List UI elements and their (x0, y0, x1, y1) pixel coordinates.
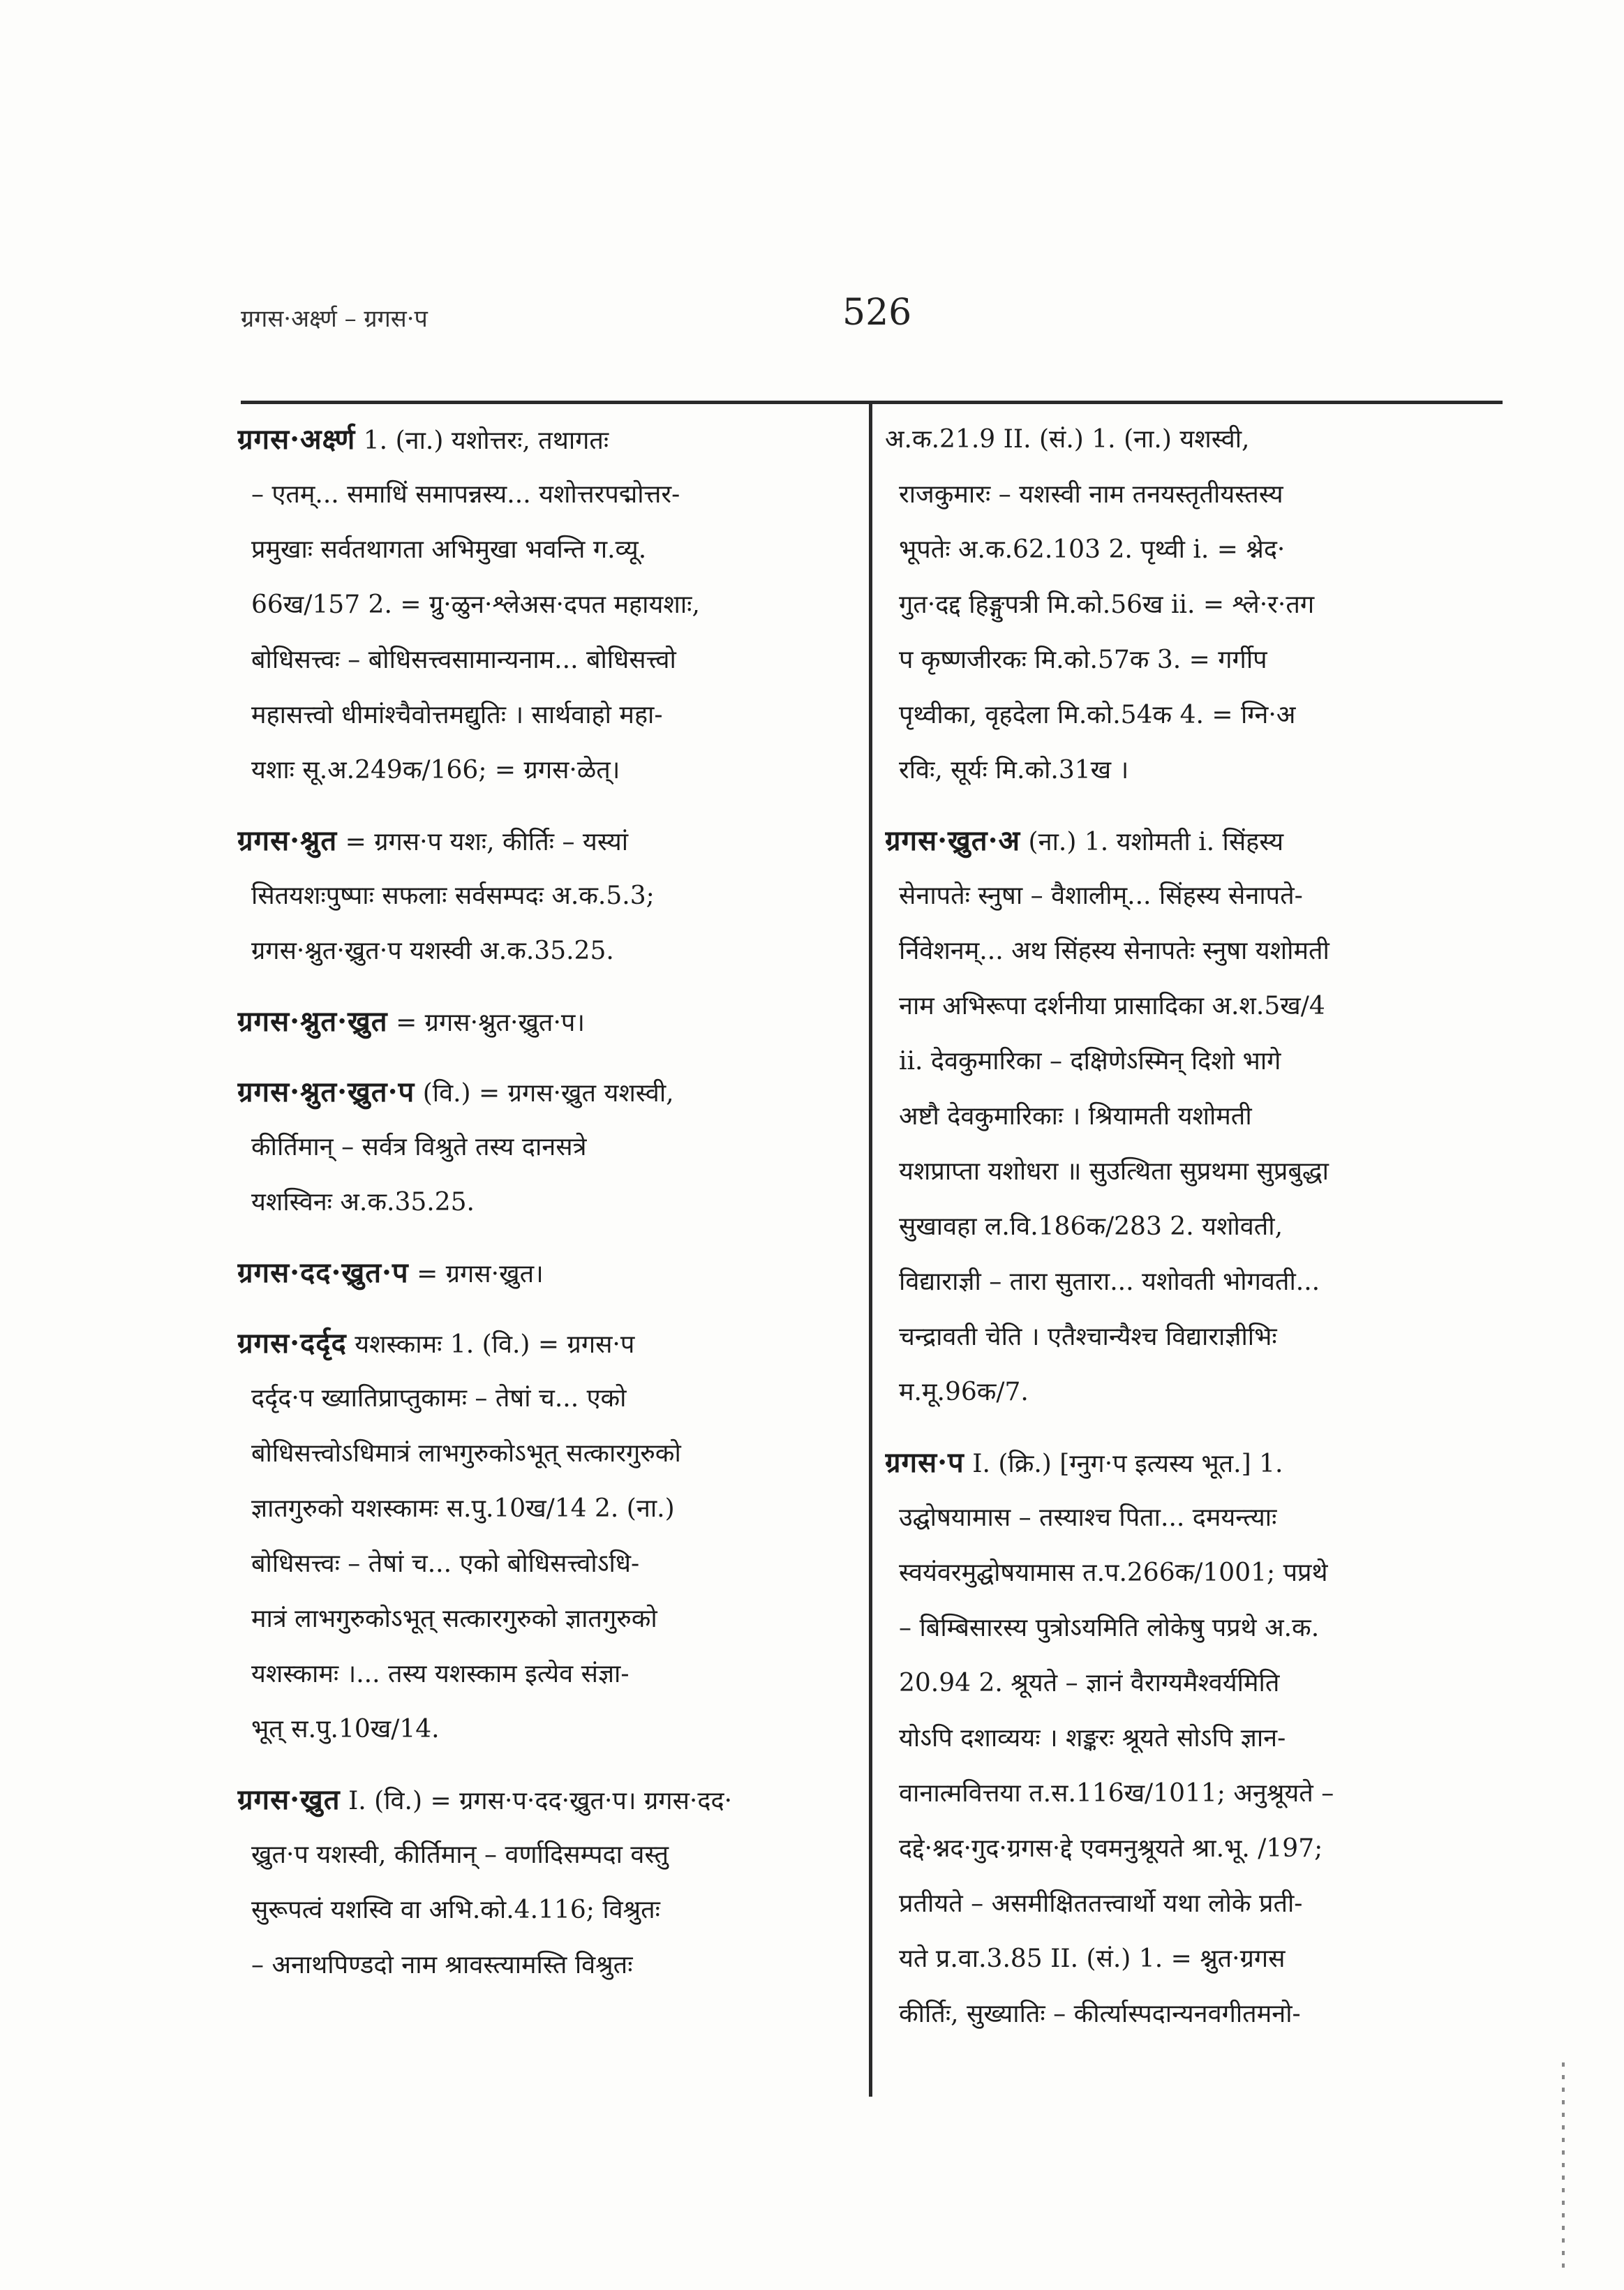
entry-text: ख्रुत·प यशस्वी, कीर्तिमान् – वर्णादिसम्पदा वस्तु (251, 1841, 669, 1869)
running-head-range: ग्रगस·अर्क्ष्ण – ग्रगस·प (241, 305, 428, 333)
entry-text: महासत्त्वो धीमांश्चैवोत्तमद्युतिः । सार्थवाहो महा- (251, 701, 663, 729)
entry-first-line (885, 412, 1492, 467)
entry-text: गुत·दद्द हिङ्गुपत्री मि.को.56ख ii. = श्ले·र·तग (899, 590, 1315, 619)
entry-text: I. (वि.) = ग्रगस·प·दद·ख्रुत·प। ग्रगस·दद· (348, 1787, 733, 1815)
entry-line (885, 1144, 1492, 1199)
entry-text: सितयशःपुष्पाः सफलाः सर्वसम्पदः अ.क.5.3; (251, 882, 655, 910)
entry-headword: ग्रगस·श्नुत (237, 824, 338, 857)
entry-line (885, 1600, 1492, 1656)
entry-line (237, 467, 839, 522)
entry-text: यशस्विनः अ.क.35.25. (251, 1188, 475, 1217)
entry-line (885, 1034, 1492, 1089)
entry-text: सुखावहा ल.वि.186क/283 2. यशोवती, (899, 1212, 1283, 1241)
entry-line (237, 1938, 839, 1993)
entry-first-line (237, 1316, 839, 1371)
entry-text: – बिम्बिसारस्य पुत्रोऽयमिति लोकेषु पप्रथे अ.क. (899, 1614, 1320, 1642)
entry-text: – एतम्... समाधिं समापन्नस्य... यशोत्तरपद्मोत्तर- (251, 480, 680, 509)
entry-first-line (237, 994, 839, 1049)
entry-text: ग्रगस·श्नुत·ख्रुत·प यशस्वी अ.क.35.25. (251, 937, 614, 965)
entry-first-line (237, 1772, 839, 1827)
entry-text: सुरूपत्वं यशस्वि वा अभि.को.4.116; विश्रुतः (251, 1896, 660, 1924)
entry-line (885, 1089, 1492, 1144)
entry-line (885, 1986, 1492, 2042)
entry-text: अष्टौ देवकुमारिकाः । श्रियामती यशोमती (899, 1102, 1252, 1131)
entry-line (885, 687, 1492, 743)
entry-line (237, 1536, 839, 1591)
left-column (237, 412, 839, 2008)
entry-headword: ग्रगस·ख्रुत (237, 1783, 341, 1816)
entry-text: मात्रं लाभगुरुकोऽभूत् सत्कारगुरुको ज्ञातगुरुको (251, 1605, 657, 1633)
entry-text: स्वयंवरमुद्घोषयामास त.प.266क/1001; पप्रथे (899, 1559, 1328, 1587)
entry-line (237, 1120, 839, 1175)
dictionary-entry (237, 412, 839, 798)
entry-first-line (237, 412, 839, 467)
entry-text: 20.94 2. श्रूयते – ज्ञानं वैराग्यमैश्वर्यमिति (899, 1669, 1280, 1697)
entry-line (237, 522, 839, 577)
dictionary-entry (237, 994, 839, 1049)
entry-text: यशाः सू.अ.249क/166; = ग्रगस·ळेत्। (251, 756, 620, 785)
entry-line (885, 577, 1492, 632)
dictionary-entry (237, 1772, 839, 1993)
entry-line (237, 1175, 839, 1230)
entry-text: म.मू.96क/7. (899, 1378, 1029, 1406)
entry-text: बोधिसत्त्वोऽधिमात्रं लाभगुरुकोऽभूत् सत्कारगुरुको (251, 1439, 681, 1468)
entry-text: राजकुमारः – यशस्वी नाम तनयस्तृतीयस्तस्य (899, 480, 1283, 509)
entry-text: विद्याराज्ञी – तारा सुतारा... यशोवती भोगवती... (899, 1267, 1320, 1296)
entry-first-line (885, 1435, 1492, 1490)
entry-line (885, 743, 1492, 798)
entry-first-line (237, 1245, 839, 1300)
entry-text: प्रतीयते – असमीक्षिततत्त्वार्थो यथा लोके प्रती- (899, 1889, 1303, 1918)
entry-text: अ.क.21.9 II. (सं.) 1. (ना.) यशस्वी, (885, 425, 1250, 454)
entry-line (885, 1766, 1492, 1821)
entry-text: = ग्रगस·ख्रुत। (417, 1260, 544, 1288)
entry-text: 66ख/157 2. = ग्रु·ळुन·श्लेअस·दपत महायशाः, (251, 590, 700, 619)
entry-line (237, 1591, 839, 1646)
entry-text: योऽपि दशाव्ययः । शङ्करः श्रूयते सोऽपि ज्ञान- (899, 1724, 1286, 1753)
entry-line (885, 1711, 1492, 1766)
right-column (885, 412, 1492, 2057)
entry-line (885, 1199, 1492, 1254)
column-divider (869, 401, 872, 2097)
entry-line (237, 632, 839, 687)
entry-headword: ग्रगस·श्नुत·ख्रुत (237, 1005, 388, 1038)
entry-line (885, 632, 1492, 687)
entry-line (237, 687, 839, 743)
entry-headword: ग्रगस·ख्रुत·अ (885, 824, 1021, 857)
running-header (241, 292, 1092, 348)
entry-line (237, 1827, 839, 1882)
entry-line (237, 743, 839, 798)
entry-text: वानात्मवित्तया त.स.116ख/1011; अनुश्रूयते – (899, 1779, 1334, 1808)
entry-line (885, 522, 1492, 577)
dictionary-entry (237, 813, 839, 979)
entry-text: (ना.) 1. यशोमती i. सिंहस्य (1028, 828, 1284, 856)
entry-text: भूपतेः अ.क.62.103 2. पृथ्वी i. = श्नेद· (899, 535, 1286, 564)
entry-text: यशस्कामः 1. (वि.) = ग्रगस·प (355, 1330, 635, 1359)
dictionary-entry (885, 412, 1492, 798)
entry-line (885, 1490, 1492, 1545)
entry-text: कीर्तिमान् – सर्वत्र विश्रुते तस्य दानसत्रे (251, 1133, 587, 1161)
entry-line (885, 923, 1492, 979)
entry-text: कीर्तिः, सुख्यातिः – कीर्त्यास्पदान्यनवगीतमनो- (899, 2000, 1301, 2028)
entry-line (237, 1481, 839, 1536)
entry-text: यशस्कामः ।... तस्य यशस्काम इत्येव संज्ञा- (251, 1660, 630, 1688)
entry-text: = ग्रगस·प यशः, कीर्तिः – यस्यां (345, 828, 629, 856)
entry-line (237, 577, 839, 632)
entry-first-line (237, 813, 839, 868)
entry-text: प कृष्णजीरकः मि.को.57क 3. = गर्गीप (899, 646, 1267, 674)
dictionary-entry (885, 1435, 1492, 2042)
entry-headword: ग्रगस·श्नुत·ख्रुत·प (237, 1076, 415, 1108)
entry-text: (वि.) = ग्रगस·ख्रुत यशस्वी, (422, 1079, 674, 1108)
entry-line (237, 1426, 839, 1481)
entry-text: I. (क्रि.) [ग्नुग·प इत्यस्य भूत.] 1. (972, 1450, 1283, 1478)
entry-text: 1. (ना.) यशोत्तरः, तथागतः (363, 426, 609, 455)
dictionary-entry (237, 1064, 839, 1230)
entry-text: नाम अभिरूपा दर्शनीया प्रासादिका अ.श.5ख/4 (899, 992, 1325, 1020)
entry-headword: ग्रगस·दद·ख्रुत·प (237, 1256, 409, 1289)
entry-first-line (885, 813, 1492, 868)
entry-text: प्रमुखाः सर्वतथागता अभिमुखा भवन्ति ग.व्यू. (251, 535, 647, 564)
entry-text: सेनापतेः स्नुषा – वैशालीम्... सिंहस्य सेनापते- (899, 882, 1303, 910)
entry-line (237, 1882, 839, 1938)
entry-line (885, 1309, 1492, 1365)
entry-line (885, 467, 1492, 522)
dictionary-entry (885, 813, 1492, 1420)
entry-text: दर्दृद·प ख्यातिप्राप्तुकामः – तेषां च... एको (251, 1384, 627, 1413)
entry-line (237, 923, 839, 979)
entry-line (885, 1821, 1492, 1876)
entry-text: बोधिसत्त्वः – तेषां च... एको बोधिसत्त्वोऽधि- (251, 1549, 640, 1578)
entry-text: यशप्राप्ता यशोधरा ॥ सुउत्थिता सुप्रथमा सुप्रबुद्धा (899, 1157, 1329, 1186)
entry-headword: ग्रगस·प (885, 1446, 964, 1479)
entry-line (237, 1646, 839, 1702)
entry-line (885, 1365, 1492, 1420)
entry-line (885, 1656, 1492, 1711)
entry-text: रविः, सूर्यः मि.को.31ख । (899, 756, 1129, 785)
entry-text: यते प्र.वा.3.85 II. (सं.) 1. = श्नुत·ग्रगस (899, 1945, 1286, 1973)
entry-text: – अनाथपिण्डदो नाम श्रावस्त्यामस्ति विश्रुतः (251, 1951, 633, 1979)
entry-text: पृथ्वीका, वृहदेला मि.को.54क 4. = ग्नि·अ (899, 701, 1296, 729)
entry-text: भूत् स.पु.10ख/14. (251, 1715, 440, 1743)
entry-line (237, 868, 839, 923)
entry-text: ज्ञातगुरुको यशस्कामः स.पु.10ख/14 2. (ना.) (251, 1494, 675, 1523)
entry-text: चन्द्रावती चेति । एतैश्चान्यैश्च विद्याराज्ञीभिः (899, 1323, 1277, 1351)
dictionary-entry (237, 1245, 839, 1300)
dictionary-entry (237, 1316, 839, 1757)
entry-line (885, 868, 1492, 923)
entry-text: ii. देवकुमारिका – दक्षिणेऽस्मिन् दिशो भागे (899, 1047, 1281, 1076)
entry-first-line (237, 1064, 839, 1120)
entry-headword: ग्रगस·अर्क्ष्ण (237, 423, 356, 456)
entry-line (237, 1371, 839, 1426)
entry-text: दद्दे·श्नद·गुद·ग्रगस·द्दे एवमनुश्रूयते श्रा.भू. /197; (899, 1834, 1323, 1863)
entry-text: र्निवेशनम्... अथ सिंहस्य सेनापतेः स्नुषा यशोमती (899, 937, 1329, 965)
entry-headword: ग्रगस·दर्दृद (237, 1327, 347, 1360)
entry-line (885, 1876, 1492, 1931)
entry-line (885, 1254, 1492, 1309)
entry-text: बोधिसत्त्वः – बोधिसत्त्वसामान्यनाम... बोधिसत्त्वो (251, 646, 676, 674)
entry-text: = ग्रगस·श्नुत·ख्रुत·प। (396, 1009, 585, 1037)
entry-line (885, 979, 1492, 1034)
margin-marks (1562, 2062, 1565, 2272)
page-number: 526 (842, 292, 912, 334)
entry-text: उद्घोषयामास – तस्याश्च पिता... दमयन्त्याः (899, 1503, 1277, 1532)
entry-line (237, 1702, 839, 1757)
entry-line (885, 1931, 1492, 1986)
entry-line (885, 1545, 1492, 1600)
